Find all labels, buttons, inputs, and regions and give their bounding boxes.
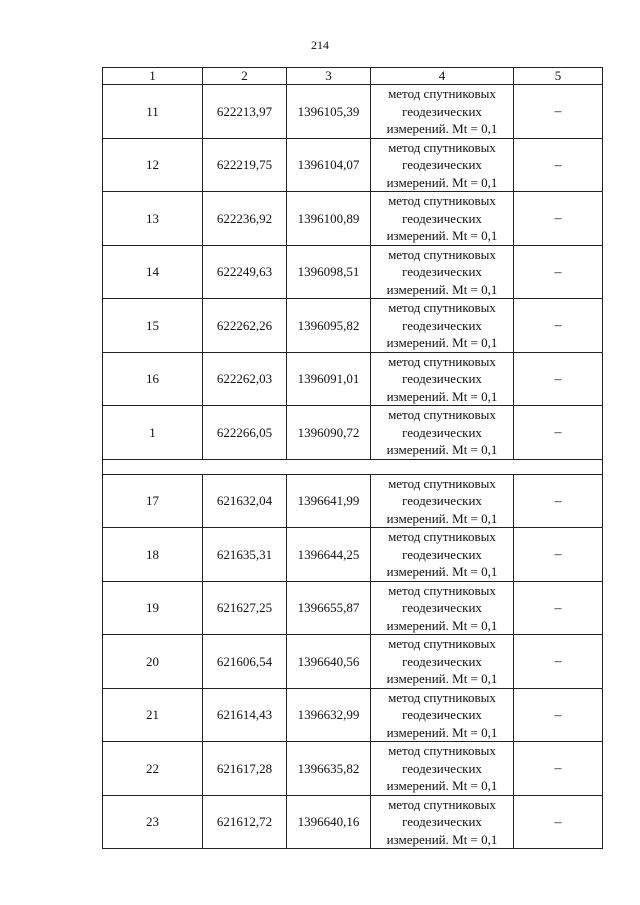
point-number-cell: 15 bbox=[103, 299, 203, 353]
method-line: геодезических bbox=[402, 760, 482, 776]
x-coordinate-cell: 622266,05 bbox=[203, 406, 287, 460]
point-number-cell: 19 bbox=[103, 581, 203, 635]
x-coordinate-cell: 621606,54 bbox=[203, 635, 287, 689]
table-row bbox=[103, 795, 603, 849]
method-line: геодезических bbox=[402, 546, 482, 562]
y-coordinate-cell: 1396655,87 bbox=[287, 581, 371, 635]
x-coordinate-cell: 621635,31 bbox=[203, 528, 287, 582]
method-line: измерений. Mt = 0,1 bbox=[386, 174, 498, 190]
point-number-cell: 1 bbox=[103, 406, 203, 460]
method-cell bbox=[371, 352, 514, 406]
dash-cell bbox=[514, 635, 603, 689]
group-separator bbox=[103, 459, 603, 474]
method-line: метод спутниковых bbox=[388, 529, 496, 544]
dash-mark: – bbox=[554, 600, 562, 616]
header-col-3: 3 bbox=[287, 68, 371, 85]
header-col-1: 1 bbox=[103, 68, 203, 85]
method-cell bbox=[371, 528, 514, 582]
table-row bbox=[103, 192, 603, 246]
x-coordinate-cell: 622236,92 bbox=[203, 192, 287, 246]
method-line: метод спутниковых bbox=[388, 582, 496, 598]
method-line: метод спутниковых bbox=[388, 353, 496, 369]
dash-mark: – bbox=[554, 761, 562, 776]
table-body bbox=[103, 68, 603, 849]
method-line: измерений. Mt = 0,1 bbox=[386, 778, 498, 793]
method-cell bbox=[371, 245, 514, 299]
x-coordinate-cell: 622213,97 bbox=[203, 85, 287, 139]
x-coordinate-cell: 621632,04 bbox=[203, 474, 287, 528]
method-line: измерений. Mt = 0,1 bbox=[386, 281, 498, 297]
table-row bbox=[103, 528, 603, 582]
method-line: геодезических bbox=[402, 707, 482, 722]
dash-cell bbox=[514, 742, 603, 796]
point-number-cell: 16 bbox=[103, 352, 203, 406]
method-line: метод спутниковых bbox=[388, 796, 496, 812]
table-row bbox=[103, 85, 603, 139]
method-cell bbox=[371, 742, 514, 796]
point-number-cell: 11 bbox=[103, 85, 203, 139]
dash-cell bbox=[514, 192, 603, 246]
point-number-cell: 23 bbox=[103, 795, 203, 849]
dash-mark: – bbox=[554, 104, 562, 119]
method-cell bbox=[371, 635, 514, 689]
header-col-5: 5 bbox=[514, 68, 603, 85]
x-coordinate-cell: 621617,28 bbox=[203, 742, 287, 796]
method-line: метод спутниковых bbox=[388, 86, 496, 101]
dash-cell bbox=[514, 688, 603, 742]
y-coordinate-cell: 1396100,89 bbox=[287, 192, 371, 246]
group-separator-row bbox=[103, 459, 603, 474]
method-line: метод спутниковых bbox=[388, 300, 496, 315]
dash-cell bbox=[514, 406, 603, 460]
x-coordinate-cell: 621627,25 bbox=[203, 581, 287, 635]
method-line: метод спутниковых bbox=[388, 743, 496, 758]
point-number-cell: 13 bbox=[103, 192, 203, 246]
method-cell bbox=[371, 474, 514, 528]
method-line: геодезических bbox=[402, 600, 482, 615]
method-cell bbox=[371, 299, 514, 353]
x-coordinate-cell: 621614,43 bbox=[203, 688, 287, 742]
point-number-cell: 22 bbox=[103, 742, 203, 796]
method-line: измерений. Mt = 0,1 bbox=[386, 671, 498, 686]
dash-cell bbox=[514, 795, 603, 849]
dash-mark: – bbox=[554, 264, 562, 280]
method-line: измерений. Mt = 0,1 bbox=[386, 564, 498, 579]
table-row bbox=[103, 245, 603, 299]
method-line: метод спутниковых bbox=[388, 246, 496, 262]
dash-cell bbox=[514, 528, 603, 582]
method-line: измерений. Mt = 0,1 bbox=[386, 442, 498, 457]
method-line: измерений. Mt = 0,1 bbox=[386, 510, 498, 526]
point-number-cell: 14 bbox=[103, 245, 203, 299]
table-row bbox=[103, 742, 603, 796]
table-row bbox=[103, 635, 603, 689]
dash-mark: – bbox=[554, 707, 562, 723]
point-number-cell: 12 bbox=[103, 138, 203, 192]
table-row bbox=[103, 299, 603, 353]
method-line: измерений. Mt = 0,1 bbox=[386, 831, 498, 847]
method-line: геодезических bbox=[402, 424, 482, 440]
y-coordinate-cell: 1396105,39 bbox=[287, 85, 371, 139]
table-row bbox=[103, 406, 603, 460]
method-line: измерений. Mt = 0,1 bbox=[386, 724, 498, 740]
dash-cell bbox=[514, 581, 603, 635]
method-line: измерений. Mt = 0,1 bbox=[386, 617, 498, 633]
y-coordinate-cell: 1396095,82 bbox=[287, 299, 371, 353]
x-coordinate-cell: 621612,72 bbox=[203, 795, 287, 849]
y-coordinate-cell: 1396632,99 bbox=[287, 688, 371, 742]
dash-mark: – bbox=[554, 157, 562, 173]
page-number: 214 bbox=[311, 38, 329, 52]
method-cell bbox=[371, 85, 514, 139]
method-line: геодезических bbox=[402, 210, 482, 226]
y-coordinate-cell: 1396090,72 bbox=[287, 406, 371, 460]
y-coordinate-cell: 1396640,16 bbox=[287, 795, 371, 849]
table-header-row bbox=[103, 68, 603, 85]
dash-mark: – bbox=[554, 654, 562, 669]
dash-cell bbox=[514, 245, 603, 299]
table-row bbox=[103, 138, 603, 192]
header-col-2: 2 bbox=[203, 68, 287, 85]
method-line: геодезических bbox=[402, 157, 482, 172]
method-line: метод спутниковых bbox=[388, 139, 496, 155]
method-line: геодезических bbox=[402, 317, 482, 333]
dash-mark: – bbox=[554, 425, 562, 440]
dash-mark: – bbox=[554, 814, 562, 830]
method-cell bbox=[371, 192, 514, 246]
dash-mark: – bbox=[554, 371, 562, 387]
point-number-cell: 17 bbox=[103, 474, 203, 528]
method-line: метод спутниковых bbox=[388, 193, 496, 208]
dash-mark: – bbox=[554, 211, 562, 226]
method-line: измерений. Mt = 0,1 bbox=[386, 121, 498, 136]
table-row bbox=[103, 581, 603, 635]
dash-cell bbox=[514, 299, 603, 353]
method-line: геодезических bbox=[402, 493, 482, 508]
dash-cell bbox=[514, 352, 603, 406]
dash-cell bbox=[514, 138, 603, 192]
x-coordinate-cell: 622262,26 bbox=[203, 299, 287, 353]
y-coordinate-cell: 1396091,01 bbox=[287, 352, 371, 406]
dash-mark: – bbox=[554, 493, 562, 509]
method-line: измерений. Mt = 0,1 bbox=[386, 388, 498, 404]
method-line: метод спутниковых bbox=[388, 636, 496, 651]
y-coordinate-cell: 1396644,25 bbox=[287, 528, 371, 582]
y-coordinate-cell: 1396641,99 bbox=[287, 474, 371, 528]
coordinates-table bbox=[102, 67, 603, 849]
table-row bbox=[103, 352, 603, 406]
method-line: геодезических bbox=[402, 103, 482, 119]
point-number-cell: 21 bbox=[103, 688, 203, 742]
method-line: метод спутниковых bbox=[388, 475, 496, 491]
method-cell bbox=[371, 581, 514, 635]
point-number-cell: 18 bbox=[103, 528, 203, 582]
x-coordinate-cell: 622219,75 bbox=[203, 138, 287, 192]
x-coordinate-cell: 622262,03 bbox=[203, 352, 287, 406]
y-coordinate-cell: 1396098,51 bbox=[287, 245, 371, 299]
method-cell bbox=[371, 406, 514, 460]
method-line: метод спутниковых bbox=[388, 407, 496, 422]
method-line: метод спутниковых bbox=[388, 689, 496, 705]
method-line: геодезических bbox=[402, 814, 482, 829]
method-cell bbox=[371, 795, 514, 849]
dash-mark: – bbox=[554, 318, 562, 333]
table-row bbox=[103, 474, 603, 528]
method-line: измерений. Mt = 0,1 bbox=[386, 335, 498, 350]
method-line: геодезических bbox=[402, 653, 482, 669]
x-coordinate-cell: 622249,63 bbox=[203, 245, 287, 299]
y-coordinate-cell: 1396635,82 bbox=[287, 742, 371, 796]
y-coordinate-cell: 1396104,07 bbox=[287, 138, 371, 192]
y-coordinate-cell: 1396640,56 bbox=[287, 635, 371, 689]
dash-cell bbox=[514, 85, 603, 139]
header-col-4: 4 bbox=[371, 68, 514, 85]
method-cell bbox=[371, 138, 514, 192]
table-row bbox=[103, 688, 603, 742]
method-line: измерений. Mt = 0,1 bbox=[386, 228, 498, 243]
dash-cell bbox=[514, 474, 603, 528]
method-cell bbox=[371, 688, 514, 742]
dash-mark: – bbox=[554, 547, 562, 562]
point-number-cell: 20 bbox=[103, 635, 203, 689]
method-line: геодезических bbox=[402, 264, 482, 279]
method-line: геодезических bbox=[402, 371, 482, 386]
